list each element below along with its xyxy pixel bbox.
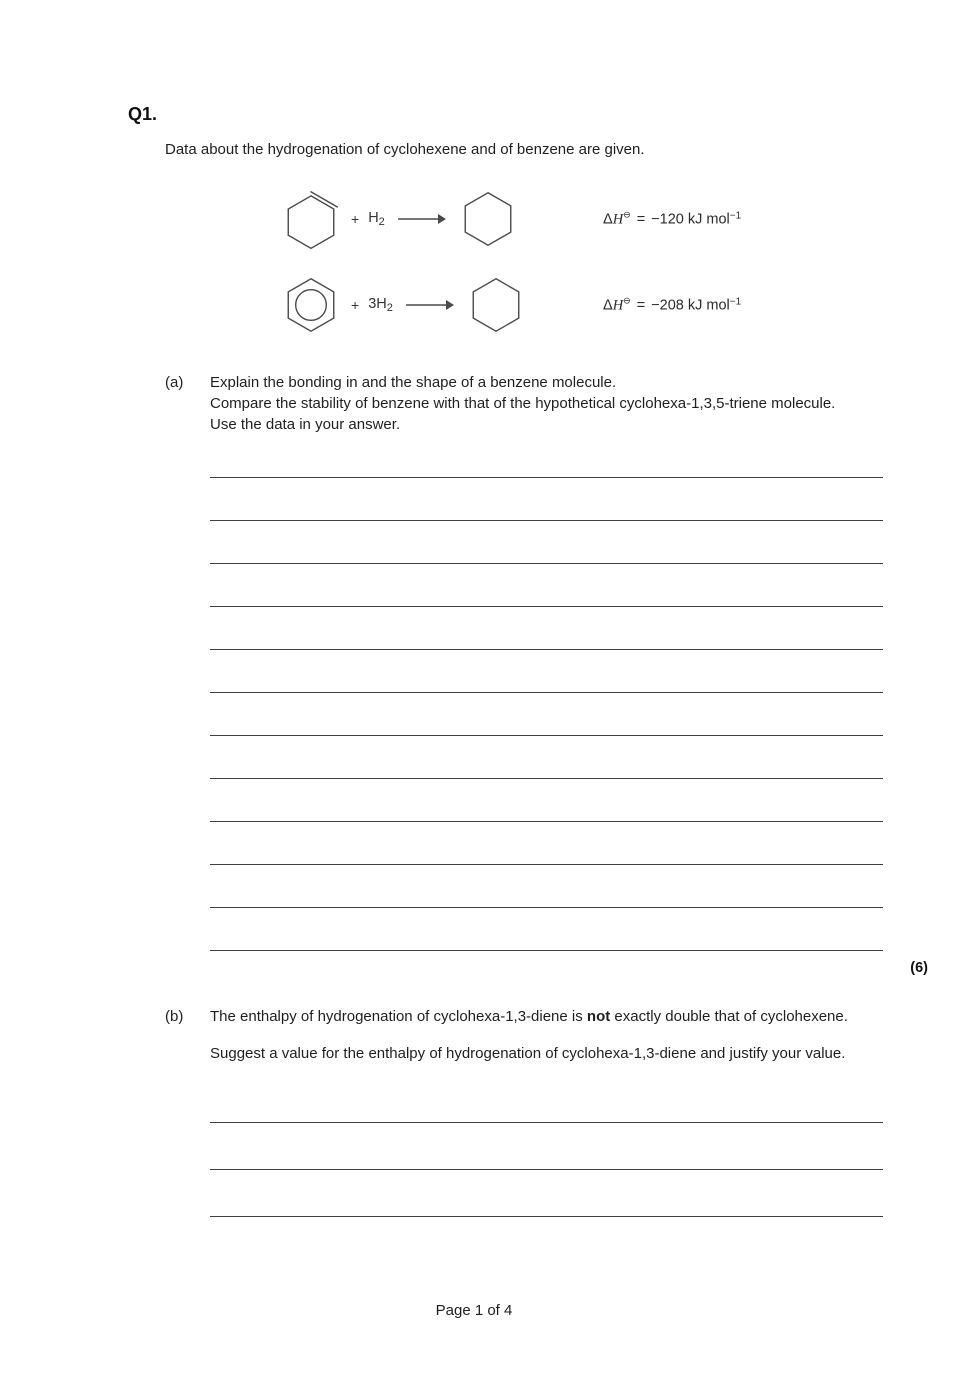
part-a-text-3: Use the data in your answer.	[210, 416, 401, 433]
part-b-label: (b)	[165, 1008, 184, 1025]
hydrogen-formula: $3H_2$	[368, 296, 393, 314]
cyclohexene-structure-icon	[283, 188, 339, 251]
part-a-marks: (6)	[910, 960, 928, 976]
answer-line	[210, 1170, 883, 1217]
question-intro: Data about the hydrogenation of cyclohexene and of benzene are given.	[165, 141, 645, 158]
answer-line	[210, 736, 883, 779]
part-a-text-2: Compare the stability of benzene with that of the hypothetical cyclohexa-1,3,5-triene molecule.	[210, 395, 836, 412]
reaction-arrow-icon	[398, 213, 446, 225]
plus-sign: +	[351, 211, 360, 227]
part-a-text-1: Explain the bonding in and the shape of a benzene molecule.	[210, 374, 617, 391]
part-a-label: (a)	[165, 374, 184, 391]
answer-line	[210, 435, 883, 478]
benzene-structure-icon	[283, 276, 339, 334]
reaction-arrow-icon	[406, 299, 454, 311]
part-b	[165, 1006, 928, 1217]
reaction-row-benzene	[283, 266, 903, 344]
standard-state-symbol: ⊖	[623, 209, 631, 220]
enthalpy-value-cyclohexene: ΔH⊖ = −120 kJ mol$^{-1}$	[603, 209, 742, 228]
part-a-answer-lines	[210, 435, 883, 951]
reaction-row-cyclohexene	[283, 180, 903, 258]
hydrogenation-diagram	[283, 180, 903, 344]
answer-line	[210, 478, 883, 521]
answer-line	[210, 607, 883, 650]
answer-line	[210, 650, 883, 693]
hydrogen-formula: $H_2$	[368, 210, 385, 228]
answer-line	[210, 779, 883, 822]
answer-line	[210, 822, 883, 865]
answer-line	[210, 865, 883, 908]
enthalpy-value-benzene: ΔH⊖ = −208 kJ mol$^{-1}$	[603, 295, 742, 314]
part-b-text-2: Suggest a value for the enthalpy of hydrogenation of cyclohexa-1,3-diene and justify your value.	[210, 1045, 846, 1062]
part-b-text-1: The enthalpy of hydrogenation of cyclohexa-1,3-diene is not exactly double that of cyclohexene.	[210, 1008, 848, 1025]
part-a	[165, 372, 928, 976]
answer-line	[210, 1123, 883, 1170]
cyclohexane-structure-icon	[468, 276, 524, 334]
answer-line	[210, 908, 883, 951]
plus-sign: +	[351, 297, 360, 313]
answer-line	[210, 521, 883, 564]
cyclohexane-structure-icon	[460, 190, 516, 248]
answer-line	[210, 693, 883, 736]
page-footer: Page 1 of 4	[435, 1302, 513, 1319]
answer-line	[210, 1076, 883, 1123]
question-number: Q1.	[128, 104, 158, 124]
part-b-answer-lines	[210, 1076, 883, 1217]
standard-state-symbol: ⊖	[623, 295, 631, 306]
answer-line	[210, 564, 883, 607]
